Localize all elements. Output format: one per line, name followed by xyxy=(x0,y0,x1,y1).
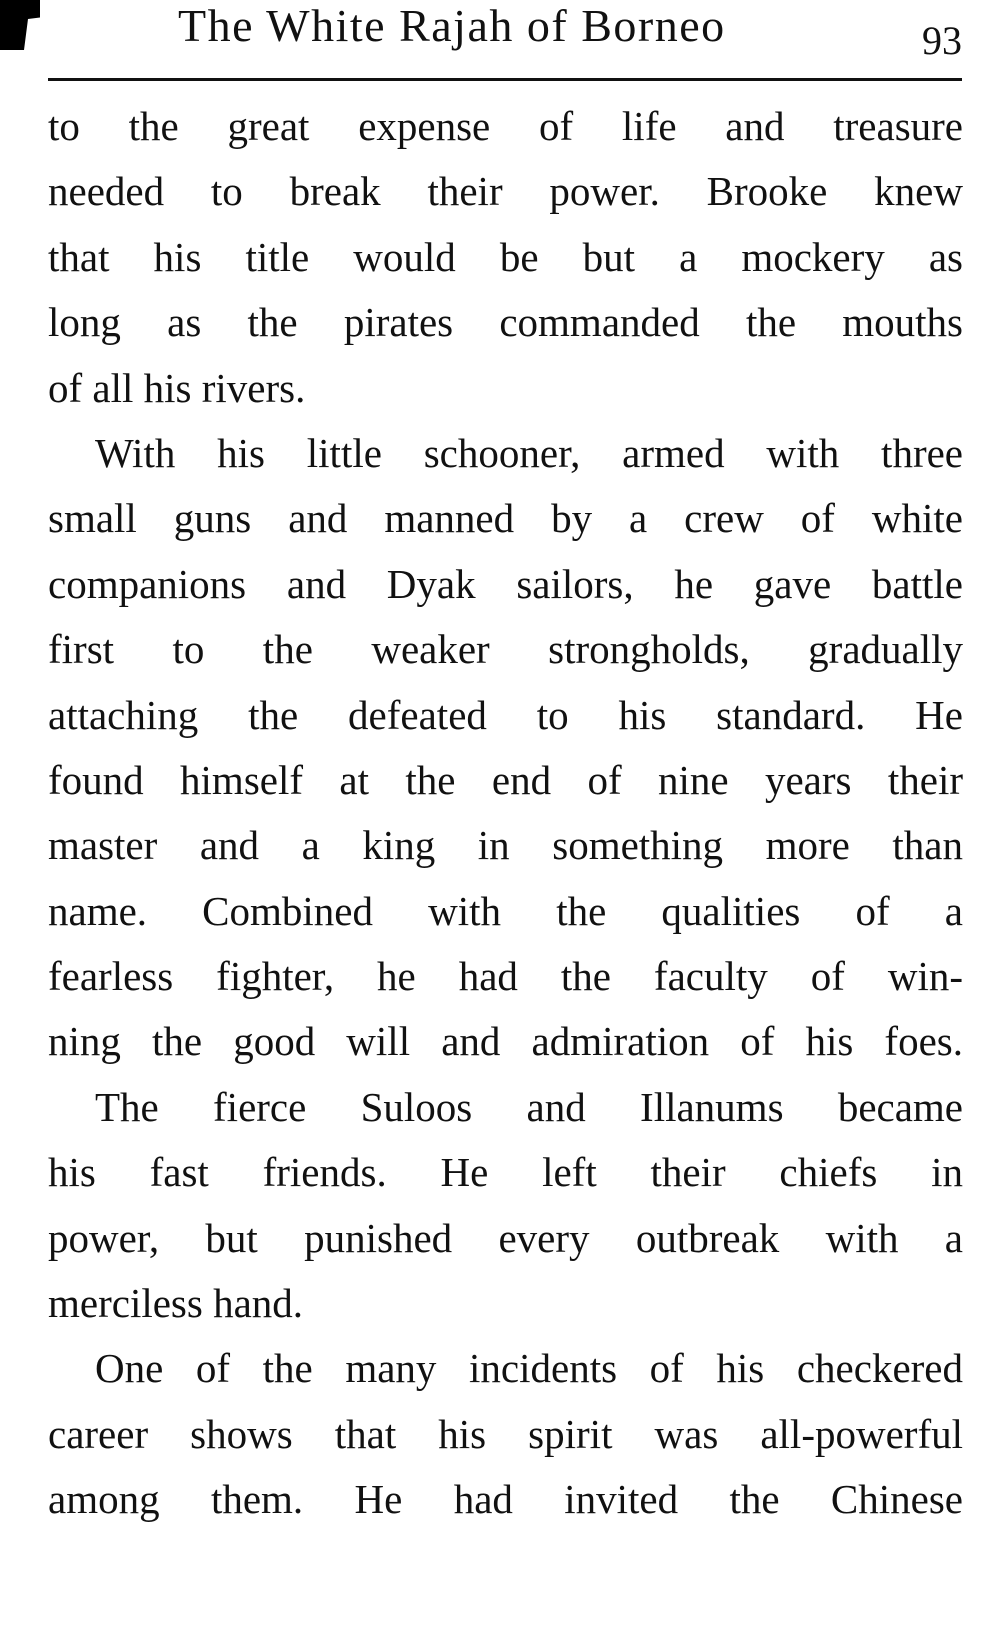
text-line: master and a king in something more than xyxy=(48,822,963,869)
text-line: among them. He had invited the Chinese xyxy=(48,1476,963,1523)
text-line: With his little schooner, armed with three xyxy=(95,429,963,476)
text-line: One of the many incidents of his checkered xyxy=(95,1345,963,1392)
text-line: merciless hand. xyxy=(48,1280,304,1327)
text-line: fearless fighter, he had the faculty of win- xyxy=(48,953,963,1000)
body-text xyxy=(48,94,963,1533)
header-rule xyxy=(48,78,962,81)
text-line: career shows that his spirit was all-powerful xyxy=(48,1410,963,1457)
paragraph-1 xyxy=(48,94,963,421)
scan-corner-mark xyxy=(0,0,40,50)
text-line: that his title would be but a mockery as xyxy=(48,233,963,280)
text-line: power, but punished every outbreak with a xyxy=(48,1214,963,1261)
text-line: his fast friends. He left their chiefs in xyxy=(48,1149,963,1196)
text-line: name. Combined with the qualities of a xyxy=(48,887,963,934)
text-line: long as the pirates commanded the mouths xyxy=(48,299,963,346)
text-line: attaching the defeated to his standard. He xyxy=(48,691,963,738)
paragraph-2 xyxy=(48,421,963,1075)
running-head xyxy=(48,0,962,78)
text-line: needed to break their power. Brooke knew xyxy=(48,168,963,215)
text-line: to the great expense of life and treasure xyxy=(48,103,963,149)
text-line: found himself at the end of nine years their xyxy=(48,756,963,803)
text-line: small guns and manned by a crew of white xyxy=(48,495,963,542)
text-line: The fierce Suloos and Illanums became xyxy=(95,1083,963,1130)
paragraph-3 xyxy=(48,1075,963,1337)
text-line: of all his rivers. xyxy=(48,364,306,411)
text-line: companions and Dyak sailors, he gave battle xyxy=(48,560,963,607)
running-title: The White Rajah of Borneo xyxy=(178,0,726,51)
paragraph-4 xyxy=(48,1336,963,1532)
text-line: first to the weaker strongholds, gradually xyxy=(48,626,963,673)
page-number: 93 xyxy=(922,18,962,63)
text-line: ning the good will and admiration of his foes. xyxy=(48,1018,963,1065)
